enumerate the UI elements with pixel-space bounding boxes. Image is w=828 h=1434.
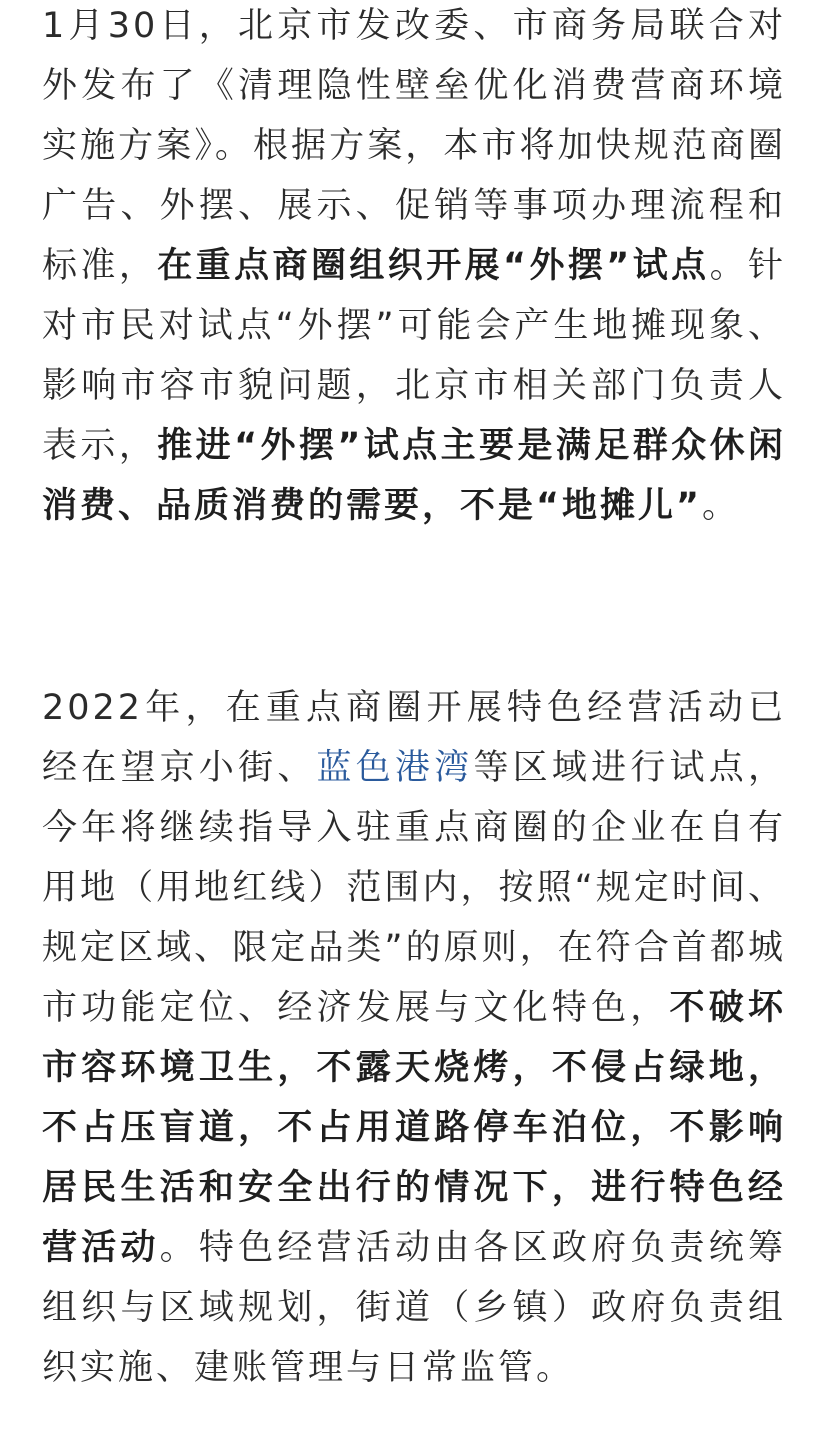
- paragraph-1-bold-1: 在重点商圈组织开展“外摆”试点: [157, 246, 710, 286]
- paragraph-2-text-2: 等区域进行试点，今年将继续指导入驻重点商圈的企业在自有用地（用地红线）范围内，按照“规定时间、规定区域、限定品类”的原则，在符合首都城市功能定位、经济发展与文化特色，: [42, 748, 786, 1028]
- paragraph-1: [42, 0, 786, 536]
- paragraph-1-text-3: 。: [702, 486, 741, 526]
- paragraph-2: [42, 678, 786, 1398]
- paragraph-1-bold-2: 推进“外摆”试点主要是满足群众休闲消费、品质消费的需要，不是“地摊儿”: [42, 426, 786, 526]
- paragraph-2-bold-1: 不破坏市容环境卫生，不露天烧烤，不侵占绿地，不占压盲道，不占用道路停车泊位，不影响居民生活和安全出行的情况下，进行特色经营活动: [42, 988, 786, 1268]
- paragraph-1-text-1: 1月30日，北京市发改委、市商务局联合对外发布了《清理隐性壁垒优化消费营商环境实施方案》。根据方案，本市将加快规范商圈广告、外摆、展示、促销等事项办理流程和标准，: [42, 6, 786, 286]
- paragraph-2-text-1: 2022年，在重点商圈开展特色经营活动已经在望京小街、: [42, 688, 786, 788]
- paragraph-1-text-2: 。针对市民对试点“外摆”可能会产生地摊现象、影响市容市貌问题，北京市相关部门负责人表示，: [42, 246, 786, 466]
- lanse-ganwan-link[interactable]: 蓝色港湾: [316, 748, 474, 788]
- paragraph-2-text-3: 。特色经营活动由各区政府负责统筹组织与区域规划，街道（乡镇）政府负责组织实施、建账管理与日常监管。: [42, 1228, 786, 1388]
